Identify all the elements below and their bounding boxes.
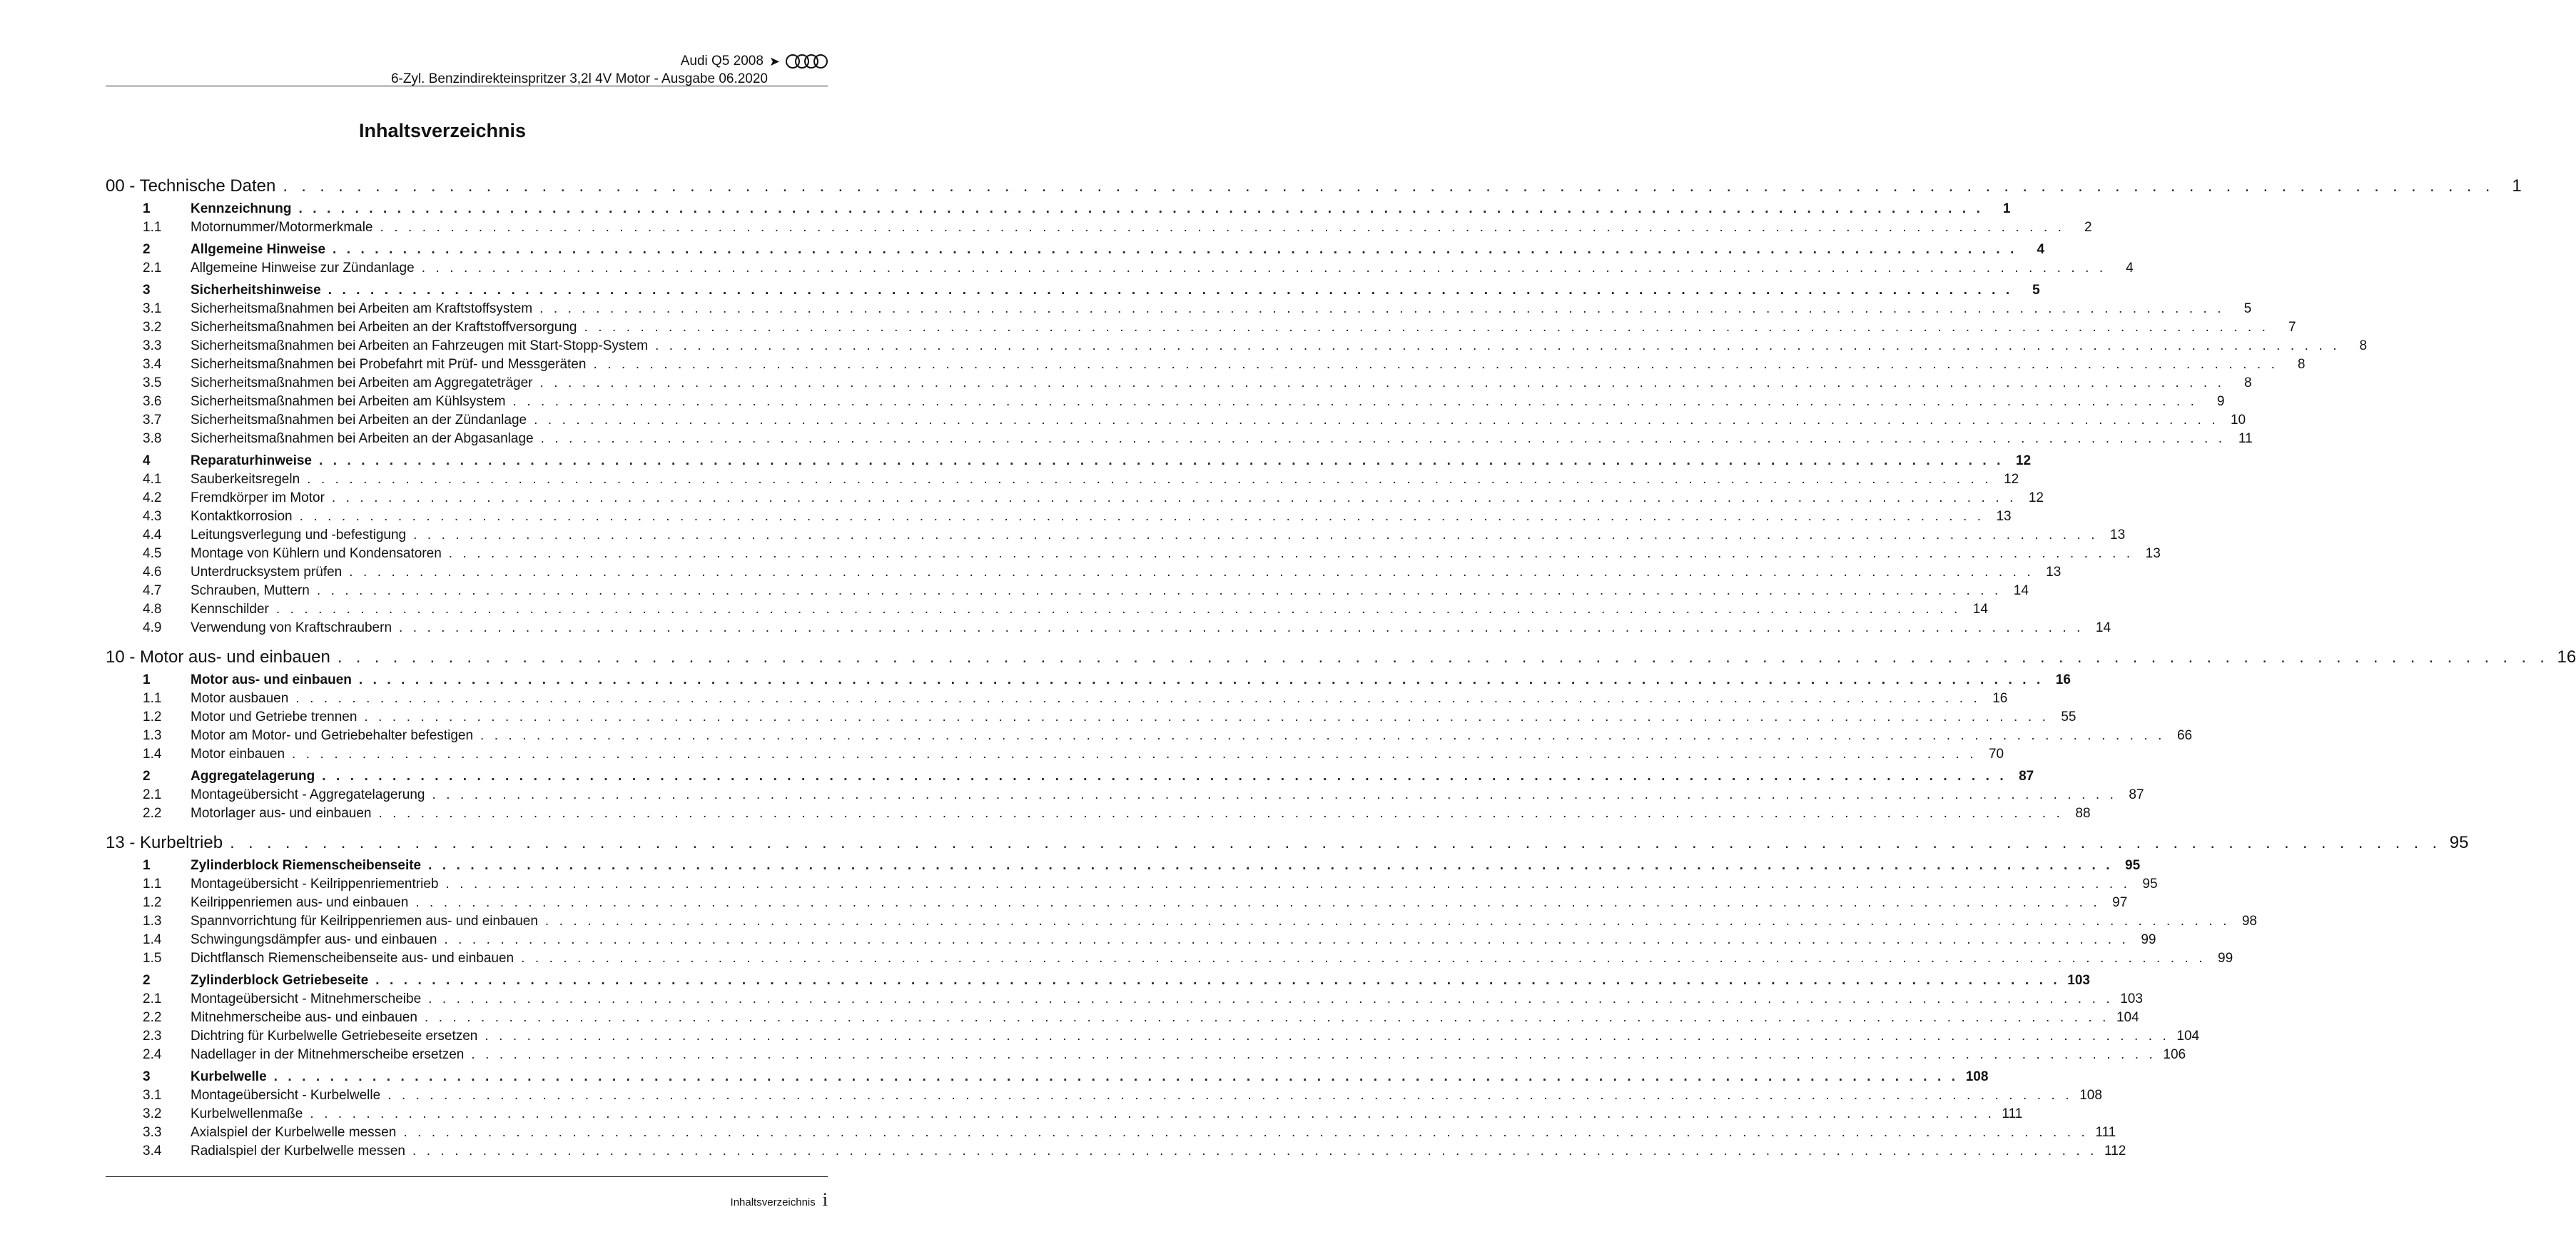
dot-leader: . . . . . . . . . . . . . . . . . . . . . . . . . . . . . . . . . . . . . . . . . . . . . . . . . . . . . . . . . . . . . . . . . . . . . . . . . . . . . . . . . . . . . . . . . . . . . . . . . . . . . . . . . . . . . . . . . . . . . . . .: [387, 1088, 2073, 1103]
toc-entry-label: Montageübersicht - Aggregatelagerung: [191, 787, 425, 802]
toc-entry[interactable]: [106, 747, 2004, 765]
toc-entry-label: Kennzeichnung: [191, 201, 292, 216]
toc-entry-number: 2.1: [143, 991, 162, 1006]
toc-entry[interactable]: [106, 806, 2091, 824]
toc-entry[interactable]: [106, 991, 2143, 1010]
dot-leader: . . . . . . . . . . . . . . . . . . . . . . . . . . . . . . . . . . . . . . . . . . . . . . . . . . . . . . . . . . . . . . . . . . . . . . . . . . . . . . . . . . . . . . . . . . . . . . . . . . . . . . . . . . . . . . . . . . . . . . . .: [295, 691, 1981, 706]
toc-entry-page: 1: [2002, 201, 2011, 216]
toc-entry-number: 2: [143, 769, 151, 784]
arrow-icon: ➤: [769, 54, 780, 69]
toc-entry-label: Dichtflansch Riemenscheibenseite aus- und einbauen: [191, 951, 514, 966]
dot-leader: . . . . . . . . . . . . . . . . . . . . . . . . . . . . . . . . . . . . . . . . . . . . . . . . . . . . . . . . . . . . . . . . . . . . . . . . . . . . . . . . . . . . . . . . . . . . . . . . . . . . . . . . . . . . . . . . . . . . . . . .: [521, 951, 2206, 966]
toc-entry-number: 3.3: [143, 338, 162, 353]
toc-entry-page: 87: [2129, 787, 2144, 802]
toc-entry-number: 2.2: [143, 806, 162, 821]
toc-entry-number: 1.5: [143, 951, 162, 966]
toc-entry-label: Sicherheitsmaßnahmen bei Arbeiten an der Abgasanlage: [191, 431, 534, 446]
toc-entry-page: 10: [2230, 413, 2246, 428]
toc-entry[interactable]: [106, 472, 2019, 490]
dot-leader: . . . . . . . . . . . . . . . . . . . . . . . . . . . . . . . . . . . . . . . . . . . . . . . . . . . . . . . . . . . . . . . . . . . . . . . . . . . . . . . . . . . . . . . . . . . . . . . . . . . . . . . . . . . . . . . . . . . . . . . .: [230, 833, 2442, 852]
toc-entry-page: 112: [2104, 1144, 2126, 1158]
toc-entry[interactable]: [106, 583, 2029, 602]
page-footer: [731, 1189, 828, 1211]
toc-entry-page: 13: [2145, 546, 2161, 561]
toc-entry-number: 3.5: [143, 375, 162, 390]
dot-leader: . . . . . . . . . . . . . . . . . . . . . . . . . . . . . . . . . . . . . . . . . . . . . . . . . . . . . . . . . . . . . . . . . . . . . . . . . . . . . . . . . . . . . . . . . . . . . . . . . . . . . . . . . . . . . . . . . . . . . . . .: [655, 338, 2341, 353]
header-model-line: [681, 51, 828, 71]
dot-leader: . . . . . . . . . . . . . . . . . . . . . . . . . . . . . . . . . . . . . . . . . . . . . . . . . . . . . . . . . . . . . . . . . . . . . . . . . . . . . . . . . . . . . . . . . . . . . . . . . . . . . . . . . . . . . . . . . . . . . . . .: [364, 710, 2049, 725]
toc-entry-number: 1.3: [143, 914, 162, 929]
toc-entry-label: Sauberkeitsregeln: [191, 472, 300, 487]
toc-entry-label: Motor und Getriebe trennen: [191, 710, 358, 725]
toc-entry-number: 1.1: [143, 220, 162, 235]
toc-entry-page: 108: [2079, 1088, 2102, 1103]
dot-leader: . . . . . . . . . . . . . . . . . . . . . . . . . . . . . . . . . . . . . . . . . . . . . . . . . . . . . . . . . . . . . . . . . . . . . . . . . . . . . . . . . . . . . . . . . . . . . . . . . . . . . . . . . . . . . . . . . . . . . . . .: [328, 283, 2013, 298]
toc-entry-label: Kennschilder: [191, 602, 269, 617]
toc-entry-page: 88: [2075, 806, 2091, 821]
toc-entry-label: Leitungsverlegung und -befestigung: [191, 527, 407, 542]
toc-entry-page: 87: [2019, 769, 2034, 784]
toc-entry[interactable]: [106, 787, 2144, 806]
toc-entry-page: 7: [2288, 320, 2296, 335]
toc-entry-label: Spannvorrichtung für Keilrippenriemen aus- und einbauen: [191, 914, 538, 929]
toc-entry-label: Sicherheitsmaßnahmen bei Arbeiten am Aggregateträger: [191, 375, 533, 390]
toc-entry-label: Dichtring für Kurbelwelle Getriebeseite ersetzen: [191, 1029, 478, 1044]
toc-entry-number: 3.4: [143, 1144, 162, 1158]
toc-entry-page: 16: [2557, 647, 2576, 667]
toc-entry-number: 2.2: [143, 1010, 162, 1025]
toc-entry-number: 4: [143, 453, 151, 468]
toc-entry-label: Radialspiel der Kurbelwelle messen: [191, 1144, 405, 1158]
toc-entry-number: 2: [143, 973, 151, 988]
toc-entry-page: 95: [2125, 858, 2141, 873]
toc-entry-number: 2.4: [143, 1047, 162, 1062]
toc-entry[interactable]: [106, 431, 2253, 450]
toc-entry-page: 13: [1996, 509, 2012, 524]
toc-entry-label: Mitnehmerscheibe aus- und einbauen: [191, 1010, 417, 1025]
toc-entry-page: 5: [2243, 301, 2252, 316]
toc-entry[interactable]: [106, 242, 2045, 261]
dot-leader: . . . . . . . . . . . . . . . . . . . . . . . . . . . . . . . . . . . . . . . . . . . . . . . . . . . . . . . . . . . . . . . . . . . . . . . . . . . . . . . . . . . . . . . . . . . . . . . . . . . . . . . . . . . . . . . . . . . . . . . .: [349, 565, 2034, 580]
toc-entry[interactable]: [106, 769, 2034, 787]
toc-entry-page: 66: [2176, 728, 2193, 743]
toc-entry[interactable]: [106, 261, 2134, 279]
toc-entry-page: 55: [2061, 710, 2076, 725]
toc-entry-number: 1: [143, 201, 151, 216]
footer-rule: [106, 1176, 828, 1177]
toc-entry-page: 98: [2241, 914, 2257, 929]
toc-entry-number: 1.1: [143, 877, 162, 892]
toc-entry-number: 3.7: [143, 413, 162, 428]
toc-entry-label: Keilrippenriemen aus- und einbauen: [191, 895, 409, 910]
audi-logo-icon: [786, 54, 828, 69]
toc-entry-number: 2: [143, 242, 151, 257]
dot-leader: . . . . . . . . . . . . . . . . . . . . . . . . . . . . . . . . . . . . . . . . . . . . . . . . . . . . . . . . . . . . . . . . . . . . . . . . . . . . . . . . . . . . . . . . . . . . . . . . . . . . . . . . . . . . . . . . . . . . . . . .: [544, 914, 2230, 929]
dot-leader: . . . . . . . . . . . . . . . . . . . . . . . . . . . . . . . . . . . . . . . . . . . . . . . . . . . . . . . . . . . . . . . . . . . . . . . . . . . . . . . . . . . . . . . . . . . . . . . . . . . . . . . . . . . . . . . . . . . . . . . .: [316, 583, 2002, 598]
toc-entry-page: 99: [2218, 951, 2233, 966]
toc-entry-page: 2: [2084, 220, 2092, 235]
dot-leader: . . . . . . . . . . . . . . . . . . . . . . . . . . . . . . . . . . . . . . . . . . . . . . . . . . . . . . . . . . . . . . . . . . . . . . . . . . . . . . . . . . . . . . . . . . . . . . . . . . . . . . . . . . . . . . . . . . . . . . . .: [424, 1010, 2109, 1025]
dot-leader: . . . . . . . . . . . . . . . . . . . . . . . . . . . . . . . . . . . . . . . . . . . . . . . . . . . . . . . . . . . . . . . . . . . . . . . . . . . . . . . . . . . . . . . . . . . . . . . . . . . . . . . . . . . . . . . . . . . . . . . .: [428, 991, 2114, 1006]
dot-leader: . . . . . . . . . . . . . . . . . . . . . . . . . . . . . . . . . . . . . . . . . . . . . . . . . . . . . . . . . . . . . . . . . . . . . . . . . . . . . . . . . . . . . . . . . . . . . . . . . . . . . . . . . . . . . . . . . . . . . . . .: [448, 546, 2134, 561]
toc-entry-label: Allgemeine Hinweise zur Zündanlage: [191, 261, 415, 276]
toc-chapter[interactable]: [106, 171, 2522, 201]
dot-leader: . . . . . . . . . . . . . . . . . . . . . . . . . . . . . . . . . . . . . . . . . . . . . . . . . . . . . . . . . . . . . . . . . . . . . . . . . . . . . . . . . . . . . . . . . . . . . . . . . . . . . . . . . . . . . . . . . . . . . . . .: [283, 176, 2495, 196]
toc-entry-page: 8: [2243, 375, 2252, 390]
toc-entry[interactable]: [106, 914, 2257, 932]
toc-entry-label: Aggregatelagerung: [191, 769, 315, 784]
dot-leader: . . . . . . . . . . . . . . . . . . . . . . . . . . . . . . . . . . . . . . . . . . . . . . . . . . . . . . . . . . . . . . . . . . . . . . . . . . . . . . . . . . . . . . . . . . . . . . . . . . . . . . . . . . . . . . . . . . . . . . . .: [322, 769, 2007, 784]
toc-entry[interactable]: [106, 728, 2193, 747]
toc-entry-number: 3: [143, 1069, 151, 1084]
toc-chapter[interactable]: [106, 642, 2576, 672]
toc-entry-page: 103: [2067, 973, 2090, 988]
toc-entry-page: 8: [2359, 338, 2368, 353]
toc-entry-label: Motor aus- und einbauen: [191, 672, 352, 687]
dot-leader: . . . . . . . . . . . . . . . . . . . . . . . . . . . . . . . . . . . . . . . . . . . . . . . . . . . . . . . . . . . . . . . . . . . . . . . . . . . . . . . . . . . . . . . . . . . . . . . . . . . . . . . . . . . . . . . . . . . . . . . .: [471, 1047, 2156, 1062]
toc-entry[interactable]: [106, 320, 2296, 338]
toc-entry-number: 4.9: [143, 620, 162, 635]
toc-entry-label: Montage von Kühlern und Kondensatoren: [191, 546, 442, 561]
toc-entry-label: Kontaktkorrosion: [191, 509, 293, 524]
toc-entry[interactable]: [106, 283, 2040, 301]
toc-entry[interactable]: [106, 201, 2011, 220]
toc-entry-number: 3.4: [143, 357, 162, 372]
toc-entry-number: 2.1: [143, 261, 162, 276]
toc-entry-number: 1.4: [143, 932, 162, 947]
toc-entry-label: Montageübersicht - Mitnehmerscheibe: [191, 991, 422, 1006]
toc-entry-label: 13 - Kurbeltrieb: [106, 833, 223, 852]
toc-entry-number: 3.1: [143, 301, 162, 316]
toc-entry-number: 2.1: [143, 787, 162, 802]
toc-entry[interactable]: [106, 672, 2071, 691]
toc-entry-page: 70: [1988, 747, 2004, 762]
toc-entry-page: 13: [2110, 527, 2126, 542]
toc-entry[interactable]: [106, 1125, 2116, 1144]
toc-entry-page: 12: [2028, 490, 2044, 505]
dot-leader: . . . . . . . . . . . . . . . . . . . . . . . . . . . . . . . . . . . . . . . . . . . . . . . . . . . . . . . . . . . . . . . . . . . . . . . . . . . . . . . . . . . . . . . . . . . . . . . . . . . . . . . . . . . . . . . . . . . . . . . .: [428, 858, 2114, 873]
toc-entry-number: 4.6: [143, 565, 162, 580]
toc-entry[interactable]: [106, 973, 2090, 991]
toc-entry[interactable]: [106, 1069, 1989, 1088]
dot-leader: . . . . . . . . . . . . . . . . . . . . . . . . . . . . . . . . . . . . . . . . . . . . . . . . . . . . . . . . . . . . . . . . . . . . . . . . . . . . . . . . . . . . . . . . . . . . . . . . . . . . . . . . . . . . . . . . . . . . . . . .: [413, 527, 2099, 542]
toc-entry-number: 1: [143, 672, 151, 687]
toc-entry-label: Motor am Motor- und Getriebehalter befestigen: [191, 728, 474, 743]
footer-label: Inhaltsverzeichnis: [730, 1196, 816, 1208]
toc-entry-page: 99: [2141, 932, 2156, 947]
toc-entry-label: Sicherheitsmaßnahmen bei Arbeiten an der Zündanlage: [191, 413, 527, 428]
toc-entry-label: Sicherheitshinweise: [191, 283, 321, 298]
header-subtitle: 6-Zyl. Benzindirekteinspritzer 3,2l 4V Motor - Ausgabe 06.2020: [390, 71, 768, 86]
dot-leader: . . . . . . . . . . . . . . . . . . . . . . . . . . . . . . . . . . . . . . . . . . . . . . . . . . . . . . . . . . . . . . . . . . . . . . . . . . . . . . . . . . . . . . . . . . . . . . . . . . . . . . . . . . . . . . . . . . . . . . . .: [403, 1125, 2089, 1140]
dot-leader: . . . . . . . . . . . . . . . . . . . . . . . . . . . . . . . . . . . . . . . . . . . . . . . . . . . . . . . . . . . . . . . . . . . . . . . . . . . . . . . . . . . . . . . . . . . . . . . . . . . . . . . . . . . . . . . . . . . . . . . .: [310, 1106, 1995, 1121]
toc-entry-page: 5: [2032, 283, 2040, 298]
toc-entry[interactable]: [106, 1047, 2186, 1066]
dot-leader: . . . . . . . . . . . . . . . . . . . . . . . . . . . . . . . . . . . . . . . . . . . . . . . . . . . . . . . . . . . . . . . . . . . . . . . . . . . . . . . . . . . . . . . . . . . . . . . . . . . . . . . . . . . . . . . . . . . . . . . .: [445, 877, 2131, 892]
toc-entry[interactable]: [106, 1029, 2200, 1047]
toc-entry-number: 3.1: [143, 1088, 162, 1103]
toc-entry-number: 4.1: [143, 472, 162, 487]
toc-entry[interactable]: [106, 895, 2128, 914]
toc-entry-label: Kurbelwellenmaße: [191, 1106, 303, 1121]
toc-entry[interactable]: [106, 858, 2141, 877]
toc-entry-number: 2.3: [143, 1029, 162, 1044]
toc-entry-page: 104: [2176, 1029, 2200, 1044]
toc-entry-page: 104: [2116, 1010, 2139, 1025]
toc-entry-number: 3.6: [143, 394, 162, 409]
dot-leader: . . . . . . . . . . . . . . . . . . . . . . . . . . . . . . . . . . . . . . . . . . . . . . . . . . . . . . . . . . . . . . . . . . . . . . . . . . . . . . . . . . . . . . . . . . . . . . . . . . . . . . . . . . . . . . . . . . . . . . . .: [292, 747, 1977, 762]
toc-entry-page: 111: [2095, 1125, 2116, 1140]
toc-entry-label: Motorlager aus- und einbauen: [191, 806, 372, 821]
toc-entry-label: Allgemeine Hinweise: [191, 242, 326, 257]
dot-leader: . . . . . . . . . . . . . . . . . . . . . . . . . . . . . . . . . . . . . . . . . . . . . . . . . . . . . . . . . . . . . . . . . . . . . . . . . . . . . . . . . . . . . . . . . . . . . . . . . . . . . . . . . . . . . . . . . . . . . . . .: [399, 620, 2084, 635]
dot-leader: . . . . . . . . . . . . . . . . . . . . . . . . . . . . . . . . . . . . . . . . . . . . . . . . . . . . . . . . . . . . . . . . . . . . . . . . . . . . . . . . . . . . . . . . . . . . . . . . . . . . . . . . . . . . . . . . . . . . . . . .: [319, 453, 2004, 468]
toc-entry-page: 108: [1965, 1069, 1989, 1084]
toc-entry-label: Motor einbauen: [191, 747, 285, 762]
toc-entry-label: Montageübersicht - Keilrippenriementrieb: [191, 877, 439, 892]
toc-entry[interactable]: [106, 413, 2246, 431]
toc-entry[interactable]: [106, 710, 2076, 728]
toc-entry-label: Kurbelwelle: [191, 1069, 267, 1084]
dot-leader: . . . . . . . . . . . . . . . . . . . . . . . . . . . . . . . . . . . . . . . . . . . . . . . . . . . . . . . . . . . . . . . . . . . . . . . . . . . . . . . . . . . . . . . . . . . . . . . . . . . . . . . . . . . . . . . . . . . . . . . .: [421, 261, 2106, 276]
toc-entry-label: 00 - Technische Daten: [106, 176, 276, 196]
toc-entry-number: 1: [143, 858, 151, 873]
dot-leader: . . . . . . . . . . . . . . . . . . . . . . . . . . . . . . . . . . . . . . . . . . . . . . . . . . . . . . . . . . . . . . . . . . . . . . . . . . . . . . . . . . . . . . . . . . . . . . . . . . . . . . . . . . . . . . . . . . . . . . . .: [333, 242, 2018, 257]
toc-entry-page: 16: [2055, 672, 2071, 687]
dot-leader: . . . . . . . . . . . . . . . . . . . . . . . . . . . . . . . . . . . . . . . . . . . . . . . . . . . . . . . . . . . . . . . . . . . . . . . . . . . . . . . . . . . . . . . . . . . . . . . . . . . . . . . . . . . . . . . . . . . . . . . .: [432, 787, 2117, 802]
toc-entry[interactable]: [106, 301, 2252, 320]
toc-entry-page: 4: [2126, 261, 2134, 276]
toc-entry-label: Sicherheitsmaßnahmen bei Arbeiten an der Kraftstoffversorgung: [191, 320, 577, 335]
dot-leader: . . . . . . . . . . . . . . . . . . . . . . . . . . . . . . . . . . . . . . . . . . . . . . . . . . . . . . . . . . . . . . . . . . . . . . . . . . . . . . . . . . . . . . . . . . . . . . . . . . . . . . . . . . . . . . . . . . . . . . . .: [299, 509, 1984, 524]
toc-entry-label: Schrauben, Muttern: [191, 583, 310, 598]
toc-entry[interactable]: [106, 394, 2225, 413]
toc-entry-number: 4.7: [143, 583, 162, 598]
header-model: Audi Q5 2008: [680, 54, 764, 69]
toc-entry-label: Fremdkörper im Motor: [191, 490, 325, 505]
toc-entry-label: Sicherheitsmaßnahmen bei Arbeiten an Fahrzeugen mit Start-Stopp-System: [191, 338, 649, 353]
dot-leader: . . . . . . . . . . . . . . . . . . . . . . . . . . . . . . . . . . . . . . . . . . . . . . . . . . . . . . . . . . . . . . . . . . . . . . . . . . . . . . . . . . . . . . . . . . . . . . . . . . . . . . . . . . . . . . . . . . . . . . . .: [539, 375, 2225, 390]
toc-entry-page: 13: [2046, 565, 2062, 580]
toc-entry[interactable]: [106, 220, 2092, 238]
dot-leader: . . . . . . . . . . . . . . . . . . . . . . . . . . . . . . . . . . . . . . . . . . . . . . . . . . . . . . . . . . . . . . . . . . . . . . . . . . . . . . . . . . . . . . . . . . . . . . . . . . . . . . . . . . . . . . . . . . . . . . . .: [415, 895, 2101, 910]
toc-entry-label: Unterdrucksystem prüfen: [191, 565, 343, 580]
toc-entry[interactable]: [106, 490, 2044, 509]
toc-entry-page: 14: [2013, 583, 2029, 598]
toc-entry-number: 4.5: [143, 546, 162, 561]
toc-entry-label: Schwingungsdämpfer aus- und einbauen: [191, 932, 437, 947]
toc-entry[interactable]: [106, 546, 2161, 565]
dot-leader: . . . . . . . . . . . . . . . . . . . . . . . . . . . . . . . . . . . . . . . . . . . . . . . . . . . . . . . . . . . . . . . . . . . . . . . . . . . . . . . . . . . . . . . . . . . . . . . . . . . . . . . . . . . . . . . . . . . . . . . .: [584, 320, 2269, 335]
toc-entry-label: Sicherheitsmaßnahmen bei Arbeiten am Kraftstoffsystem: [191, 301, 533, 316]
toc-entry-page: 95: [2449, 833, 2469, 852]
dot-leader: . . . . . . . . . . . . . . . . . . . . . . . . . . . . . . . . . . . . . . . . . . . . . . . . . . . . . . . . . . . . . . . . . . . . . . . . . . . . . . . . . . . . . . . . . . . . . . . . . . . . . . . . . . . . . . . . . . . . . . . .: [480, 728, 2166, 743]
table-of-contents: [106, 171, 2576, 1162]
dot-leader: . . . . . . . . . . . . . . . . . . . . . . . . . . . . . . . . . . . . . . . . . . . . . . . . . . . . . . . . . . . . . . . . . . . . . . . . . . . . . . . . . . . . . . . . . . . . . . . . . . . . . . . . . . . . . . . . . . . . . . . .: [307, 472, 1992, 487]
toc-entry-number: 4.4: [143, 527, 162, 542]
page-title: Inhaltsverzeichnis: [358, 120, 527, 141]
toc-entry-label: Axialspiel der Kurbelwelle messen: [191, 1125, 397, 1140]
toc-entry-page: 9: [2216, 394, 2225, 409]
toc-entry-number: 1.1: [143, 691, 162, 706]
toc-entry-page: 11: [2238, 431, 2253, 446]
toc-entry-page: 8: [2297, 357, 2306, 372]
dot-leader: . . . . . . . . . . . . . . . . . . . . . . . . . . . . . . . . . . . . . . . . . . . . . . . . . . . . . . . . . . . . . . . . . . . . . . . . . . . . . . . . . . . . . . . . . . . . . . . . . . . . . . . . . . . . . . . . . . . . . . . .: [358, 672, 2044, 687]
dot-leader: . . . . . . . . . . . . . . . . . . . . . . . . . . . . . . . . . . . . . . . . . . . . . . . . . . . . . . . . . . . . . . . . . . . . . . . . . . . . . . . . . . . . . . . . . . . . . . . . . . . . . . . . . . . . . . . . . . . . . . . .: [375, 973, 2061, 988]
toc-entry-label: Reparaturhinweise: [191, 453, 312, 468]
toc-entry-number: 4.2: [143, 490, 162, 505]
toc-entry-number: 1.2: [143, 710, 162, 725]
dot-leader: . . . . . . . . . . . . . . . . . . . . . . . . . . . . . . . . . . . . . . . . . . . . . . . . . . . . . . . . . . . . . . . . . . . . . . . . . . . . . . . . . . . . . . . . . . . . . . . . . . . . . . . . . . . . . . . . . . . . . . . .: [378, 806, 2064, 821]
toc-entry[interactable]: [106, 453, 2032, 472]
toc-entry[interactable]: [106, 691, 2008, 710]
dot-leader: . . . . . . . . . . . . . . . . . . . . . . . . . . . . . . . . . . . . . . . . . . . . . . . . . . . . . . . . . . . . . . . . . . . . . . . . . . . . . . . . . . . . . . . . . . . . . . . . . . . . . . . . . . . . . . . . . . . . . . . .: [298, 201, 1984, 216]
toc-entry-label: Motor ausbauen: [191, 691, 289, 706]
toc-entry[interactable]: [106, 1010, 2139, 1029]
dot-leader: . . . . . . . . . . . . . . . . . . . . . . . . . . . . . . . . . . . . . . . . . . . . . . . . . . . . . . . . . . . . . . . . . . . . . . . . . . . . . . . . . . . . . . . . . . . . . . . . . . . . . . . . . . . . . . . . . . . . . . . .: [412, 1144, 2098, 1158]
toc-entry[interactable]: [106, 527, 2126, 546]
toc-entry-number: 3.8: [143, 431, 162, 446]
dot-leader: . . . . . . . . . . . . . . . . . . . . . . . . . . . . . . . . . . . . . . . . . . . . . . . . . . . . . . . . . . . . . . . . . . . . . . . . . . . . . . . . . . . . . . . . . . . . . . . . . . . . . . . . . . . . . . . . . . . . . . . .: [539, 301, 2225, 316]
toc-entry-number: 3: [143, 283, 151, 298]
dot-leader: . . . . . . . . . . . . . . . . . . . . . . . . . . . . . . . . . . . . . . . . . . . . . . . . . . . . . . . . . . . . . . . . . . . . . . . . . . . . . . . . . . . . . . . . . . . . . . . . . . . . . . . . . . . . . . . . . . . . . . . .: [380, 220, 2065, 235]
toc-entry-page: 103: [2120, 991, 2143, 1006]
toc-entry-page: 97: [2112, 895, 2128, 910]
toc-entry-label: Zylinderblock Riemenscheibenseite: [191, 858, 422, 873]
toc-entry-page: 1: [2512, 176, 2522, 196]
toc-chapter[interactable]: [106, 828, 2469, 858]
toc-entry-page: 14: [1972, 602, 1988, 617]
dot-leader: . . . . . . . . . . . . . . . . . . . . . . . . . . . . . . . . . . . . . . . . . . . . . . . . . . . . . . . . . . . . . . . . . . . . . . . . . . . . . . . . . . . . . . . . . . . . . . . . . . . . . . . . . . . . . . . . . . . . . . . .: [540, 431, 2226, 446]
toc-entry-number: 1.4: [143, 747, 162, 762]
footer-page-number: i: [822, 1189, 828, 1210]
toc-entry[interactable]: [106, 509, 2012, 527]
toc-entry-number: 3.2: [143, 1106, 162, 1121]
toc-entry[interactable]: [106, 375, 2252, 394]
toc-entry[interactable]: [106, 1088, 2102, 1106]
toc-entry[interactable]: [106, 951, 2233, 969]
dot-leader: . . . . . . . . . . . . . . . . . . . . . . . . . . . . . . . . . . . . . . . . . . . . . . . . . . . . . . . . . . . . . . . . . . . . . . . . . . . . . . . . . . . . . . . . . . . . . . . . . . . . . . . . . . . . . . . . . . . . . . . .: [273, 1069, 1959, 1084]
dot-leader: . . . . . . . . . . . . . . . . . . . . . . . . . . . . . . . . . . . . . . . . . . . . . . . . . . . . . . . . . . . . . . . . . . . . . . . . . . . . . . . . . . . . . . . . . . . . . . . . . . . . . . . . . . . . . . . . . . . . . . . .: [593, 357, 2278, 372]
dot-leader: . . . . . . . . . . . . . . . . . . . . . . . . . . . . . . . . . . . . . . . . . . . . . . . . . . . . . . . . . . . . . . . . . . . . . . . . . . . . . . . . . . . . . . . . . . . . . . . . . . . . . . . . . . . . . . . . . . . . . . . .: [337, 647, 2550, 667]
toc-entry[interactable]: [106, 565, 2062, 583]
dot-leader: . . . . . . . . . . . . . . . . . . . . . . . . . . . . . . . . . . . . . . . . . . . . . . . . . . . . . . . . . . . . . . . . . . . . . . . . . . . . . . . . . . . . . . . . . . . . . . . . . . . . . . . . . . . . . . . . . . . . . . . .: [275, 602, 1961, 617]
toc-entry-label: Sicherheitsmaßnahmen bei Probefahrt mit Prüf- und Messgeräten: [191, 357, 587, 372]
dot-leader: . . . . . . . . . . . . . . . . . . . . . . . . . . . . . . . . . . . . . . . . . . . . . . . . . . . . . . . . . . . . . . . . . . . . . . . . . . . . . . . . . . . . . . . . . . . . . . . . . . . . . . . . . . . . . . . . . . . . . . . .: [331, 490, 2017, 505]
toc-entry[interactable]: [106, 1144, 2126, 1162]
toc-entry-number: 1.2: [143, 895, 162, 910]
toc-entry-label: Nadellager in der Mitnehmerscheibe ersetzen: [191, 1047, 465, 1062]
toc-entry-label: Sicherheitsmaßnahmen bei Arbeiten am Kühlsystem: [191, 394, 506, 409]
toc-entry[interactable]: [106, 932, 2156, 951]
toc-entry-label: Verwendung von Kraftschraubern: [191, 620, 392, 635]
toc-entry[interactable]: [106, 877, 2158, 895]
toc-entry-page: 12: [2015, 453, 2032, 468]
toc-entry-number: 3.3: [143, 1125, 162, 1140]
toc-entry-page: 16: [1992, 691, 2008, 706]
dot-leader: . . . . . . . . . . . . . . . . . . . . . . . . . . . . . . . . . . . . . . . . . . . . . . . . . . . . . . . . . . . . . . . . . . . . . . . . . . . . . . . . . . . . . . . . . . . . . . . . . . . . . . . . . . . . . . . . . . . . . . . .: [485, 1029, 2170, 1044]
toc-entry[interactable]: [106, 620, 2111, 639]
toc-entry-label: 10 - Motor aus- und einbauen: [106, 647, 330, 667]
toc-entry-page: 14: [2095, 620, 2111, 635]
toc-entry-page: 106: [2163, 1047, 2186, 1062]
toc-entry-page: 111: [2002, 1106, 2023, 1121]
toc-entry-page: 95: [2142, 877, 2158, 892]
toc-entry[interactable]: [106, 338, 2368, 357]
toc-entry[interactable]: [106, 1106, 2023, 1125]
toc-entry-label: Motornummer/Motormerkmale: [191, 220, 373, 235]
toc-entry-number: 4.3: [143, 509, 162, 524]
toc-entry-label: Zylinderblock Getriebeseite: [191, 973, 369, 988]
toc-entry-page: 4: [2037, 242, 2045, 257]
toc-entry-number: 3.2: [143, 320, 162, 335]
toc-entry-number: 4.8: [143, 602, 162, 617]
toc-entry-label: Montageübersicht - Kurbelwelle: [191, 1088, 381, 1103]
toc-entry-page: 12: [2004, 472, 2019, 487]
toc-entry[interactable]: [106, 357, 2306, 375]
dot-leader: . . . . . . . . . . . . . . . . . . . . . . . . . . . . . . . . . . . . . . . . . . . . . . . . . . . . . . . . . . . . . . . . . . . . . . . . . . . . . . . . . . . . . . . . . . . . . . . . . . . . . . . . . . . . . . . . . . . . . . . .: [534, 413, 2219, 428]
toc-entry[interactable]: [106, 602, 1988, 620]
dot-leader: . . . . . . . . . . . . . . . . . . . . . . . . . . . . . . . . . . . . . . . . . . . . . . . . . . . . . . . . . . . . . . . . . . . . . . . . . . . . . . . . . . . . . . . . . . . . . . . . . . . . . . . . . . . . . . . . . . . . . . . .: [512, 394, 2198, 409]
dot-leader: . . . . . . . . . . . . . . . . . . . . . . . . . . . . . . . . . . . . . . . . . . . . . . . . . . . . . . . . . . . . . . . . . . . . . . . . . . . . . . . . . . . . . . . . . . . . . . . . . . . . . . . . . . . . . . . . . . . . . . . .: [444, 932, 2129, 947]
toc-entry-number: 1.3: [143, 728, 162, 743]
